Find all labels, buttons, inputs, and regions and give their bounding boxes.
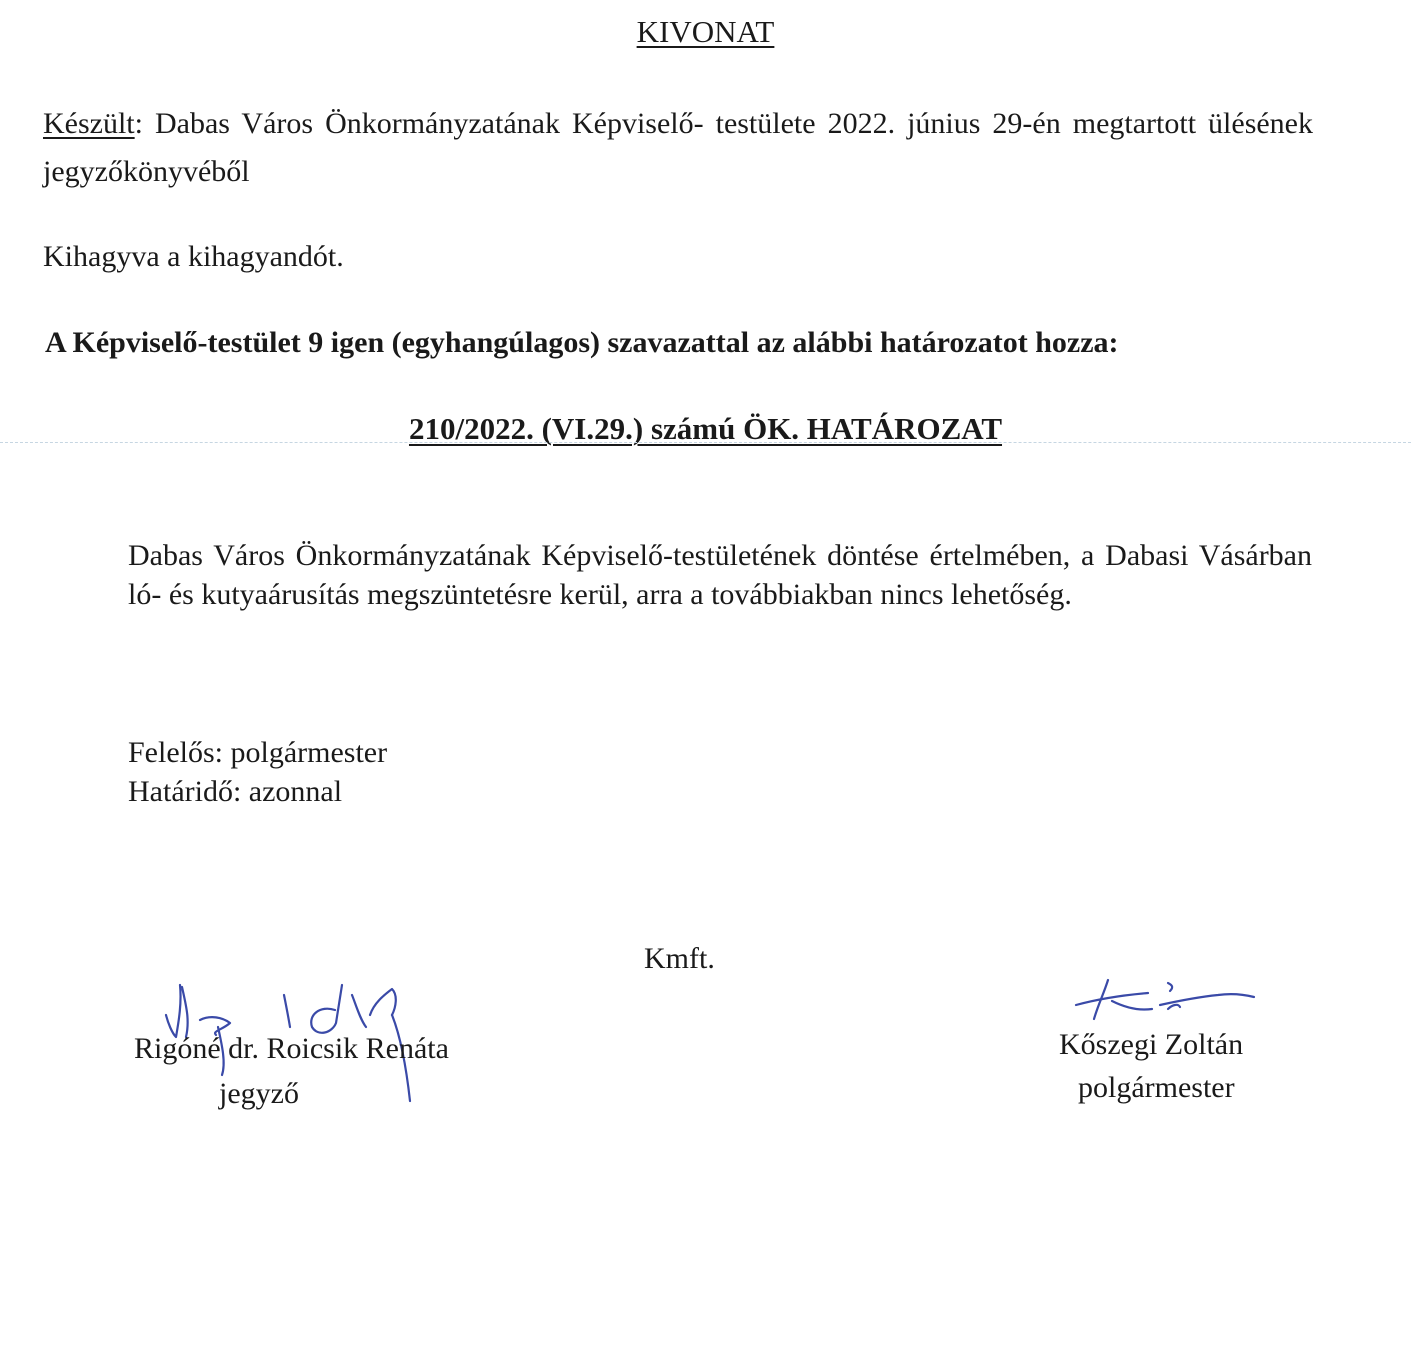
scan-artifact-line <box>0 442 1411 443</box>
responsibility-block <box>128 733 387 811</box>
resolution-body: Dabas Város Önkormányzatának Képviselő-testületének döntése értelmében, a Dabasi Vásárban ló- és kutyaárusítás megszüntetésre kerül, arra a továbbiakban nincs lehetőség. <box>128 539 1312 611</box>
responsible-line: Felelős: polgármester <box>128 736 388 769</box>
kmft-note: Kmft. <box>644 942 715 975</box>
signature-mayor-icon <box>1068 975 1268 1035</box>
made-text: : Dabas Város Önkormányzatának Képviselő- testülete 2022. június 29-én megtartott ülésének jegyzőkönyvéből <box>43 107 1313 188</box>
signatory-notary-name: Rigóné dr. Roicsik Renáta <box>134 1032 449 1065</box>
signatory-mayor-role: polgármester <box>1078 1071 1235 1104</box>
signatory-notary-role: jegyző <box>219 1077 299 1110</box>
minutes-source <box>43 100 1313 196</box>
resolution-number: 210/2022. (VI.29.) számú ÖK. HATÁROZAT <box>408 411 1003 446</box>
signatory-mayor-name: Kőszegi Zoltán <box>1059 1028 1244 1061</box>
omitted-note: Kihagyva a kihagyandót. <box>43 240 344 273</box>
decision-intro: A Képviselő-testület 9 igen (egyhangúlagos) szavazattal az alábbi határozatot hozza: <box>45 326 1119 359</box>
document-title: KIVONAT <box>636 14 775 49</box>
deadline-line: Határidő: azonnal <box>128 775 343 808</box>
made-label: Készült <box>43 107 135 140</box>
